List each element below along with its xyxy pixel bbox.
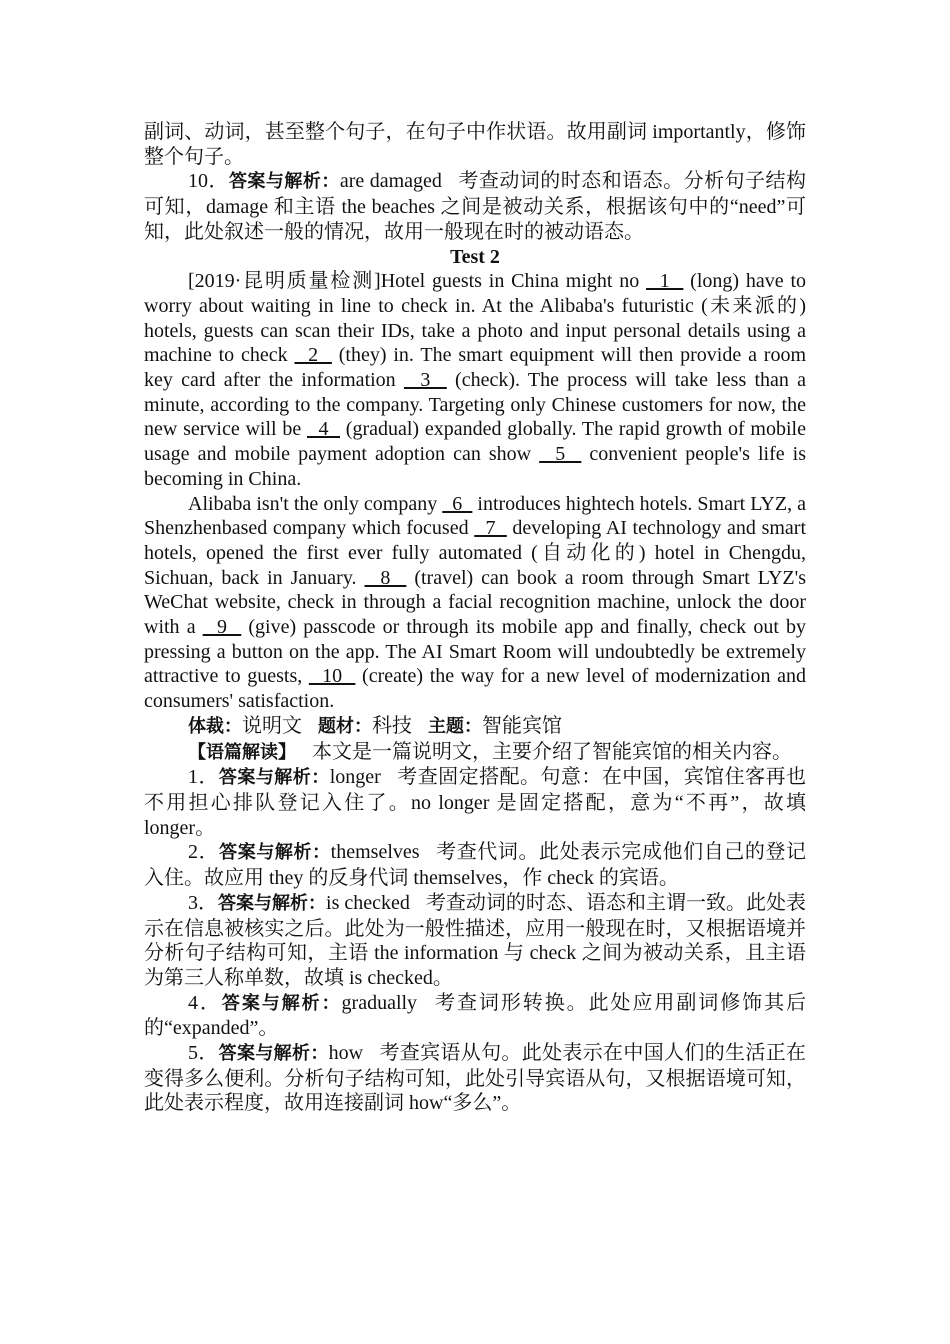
blank-9: 9: [202, 616, 242, 639]
passage-paragraph-1: [144, 269, 806, 491]
theme-label: 主题：: [428, 715, 482, 737]
passage-text: (travel) can book a room through Smart LYZ's WeChat website, check in through a facial recognition machine, unlock the door with a: [144, 566, 807, 639]
topic-label: 题材：: [318, 715, 372, 737]
reading-summary: [144, 740, 806, 766]
passage-text: [2019·昆明质量检测]Hotel guests in China might no: [188, 270, 647, 293]
passage-text: (create) the way for a new level of modernization and consumers' satisfaction.: [144, 665, 806, 713]
topic-value: 科技: [372, 714, 412, 737]
section-title: Test 2: [450, 245, 500, 268]
answer-explanation: 考查固定搭配。句意：在中国，宾馆住客再也不用担心排队登记入住了。no longer 是固定搭配，意为“不再”，故填 longer。: [144, 766, 806, 839]
answer-value: gradually: [341, 991, 418, 1014]
answer-number: 1．: [188, 766, 219, 789]
answer-value: longer: [329, 766, 381, 789]
answer-explanation: 考查动词的时态、语态和主谓一致。此处表示在信息被核实之后。此处为一般性描述，应用一般现在时，又根据语境并分析句子结构可知，主语 the information 与 check 之间为被动关系，且主语为第三人称单数，故填 is checked。: [144, 891, 807, 989]
blank-8: 8: [364, 566, 407, 589]
answer-explanation: 考查代词。此处表示完成他们自己的登记入住。故应用 they 的反身代词 themselves，作 check 的宾语。: [144, 841, 807, 890]
passage-text: developing AI technology and smart hotels, opened the first ever fully automated (自动化的) hotel in Chengdu, Sichuan, back in January.: [144, 517, 807, 589]
passage-text: Alibaba isn't the only company: [188, 492, 443, 515]
answer-value: are damaged: [339, 170, 442, 193]
reading-label: 【语篇解读】: [188, 741, 296, 763]
answer-explanation: 考查词形转换。此处应用副词修饰其后的“expanded”。: [144, 991, 807, 1040]
blank-2: 2: [294, 344, 332, 367]
passage-text: convenient people's life is becoming in China.: [144, 443, 806, 490]
blank-1: 1: [646, 270, 684, 293]
prev-explanation-tail: 副词、动词，甚至整个句子，在句子中作状语。故用副词 importantly，修饰整个句子。: [144, 121, 806, 168]
answer-explanation: 考查宾语从句。此处表示在中国人们的生活正在变得多么便利。分析句子结构可知，此处引导宾语从句，又根据语境可知，此处表示程度，故用连接副词 how“多么”。: [144, 1042, 807, 1115]
blank-3: 3: [403, 369, 447, 392]
answer-label: 答案与解析：: [218, 892, 327, 914]
genre-label: 体裁：: [188, 715, 242, 737]
answer-number: 3．: [188, 891, 219, 914]
blank-10: 10: [308, 665, 356, 688]
answer-label: 答案与解析：: [219, 842, 331, 864]
blank-4: 4: [306, 418, 341, 441]
meta-line: [144, 714, 806, 740]
passage-paragraph-2: [144, 492, 806, 714]
answer-5: [144, 1041, 806, 1116]
answer-label: 答案与解析：: [218, 767, 330, 789]
answer-label: 答案与解析：: [218, 1043, 329, 1065]
blank-6: 6: [442, 492, 473, 515]
passage-text: (they) in. The smart equipment will then provide a room key card after the information: [144, 344, 807, 392]
answer-value: themselves: [330, 841, 420, 864]
passage-text: introduces hightech hotels. Smart LYZ, a Shenzhenbased company which focused: [144, 492, 806, 540]
genre-value: 说明文: [242, 714, 302, 737]
answer-10: [144, 169, 806, 244]
passage-text: (long) have to worry about waiting in line to check in. At the Alibaba's futuristic (未来派的) hotels, guests can scan their IDs, take a photo and input personal details using a machine to check: [144, 270, 807, 367]
answer-1: [144, 765, 806, 840]
blank-5: 5: [539, 443, 582, 466]
passage-text: (gradual) expanded globally. The rapid growth of mobile usage and mobile payment adoption can show: [144, 418, 806, 466]
theme-value: 智能宾馆: [482, 714, 562, 737]
passage-text: (give) passcode or through its mobile app and finally, check out by pressing a button on the app. The AI Smart Room will undoubtedly be extremely attractive to guests,: [144, 616, 807, 688]
answer-number: 2．: [188, 841, 220, 864]
passage-text: (check). The process will take less than a minute, according to the company. Targeting only Chinese customers for now, the new service will be: [144, 369, 807, 441]
document-page: [144, 120, 806, 1116]
answer-value: how: [328, 1042, 364, 1065]
answer-3: [144, 891, 806, 991]
answer-4: [144, 991, 806, 1041]
answer-value: is checked: [326, 891, 410, 914]
answer-number: 5．: [188, 1042, 219, 1065]
answer-explanation: 考查动词的时态和语态。分析句子结构可知，damage 和主语 the beaches 之间是被动关系，根据该句中的“need”可知，此处叙述一般的情况，故用一般现在时的被动语态。: [144, 170, 806, 243]
answer-label: 答案与解析：: [228, 171, 340, 193]
answer-2: [144, 840, 806, 890]
answer-label: 答案与解析：: [221, 992, 342, 1014]
blank-7: 7: [474, 517, 507, 540]
answer-number: 10．: [188, 170, 229, 193]
answer-number: 4．: [188, 991, 222, 1014]
reading-text: 本文是一篇说明文，主要介绍了智能宾馆的相关内容。: [312, 740, 792, 763]
